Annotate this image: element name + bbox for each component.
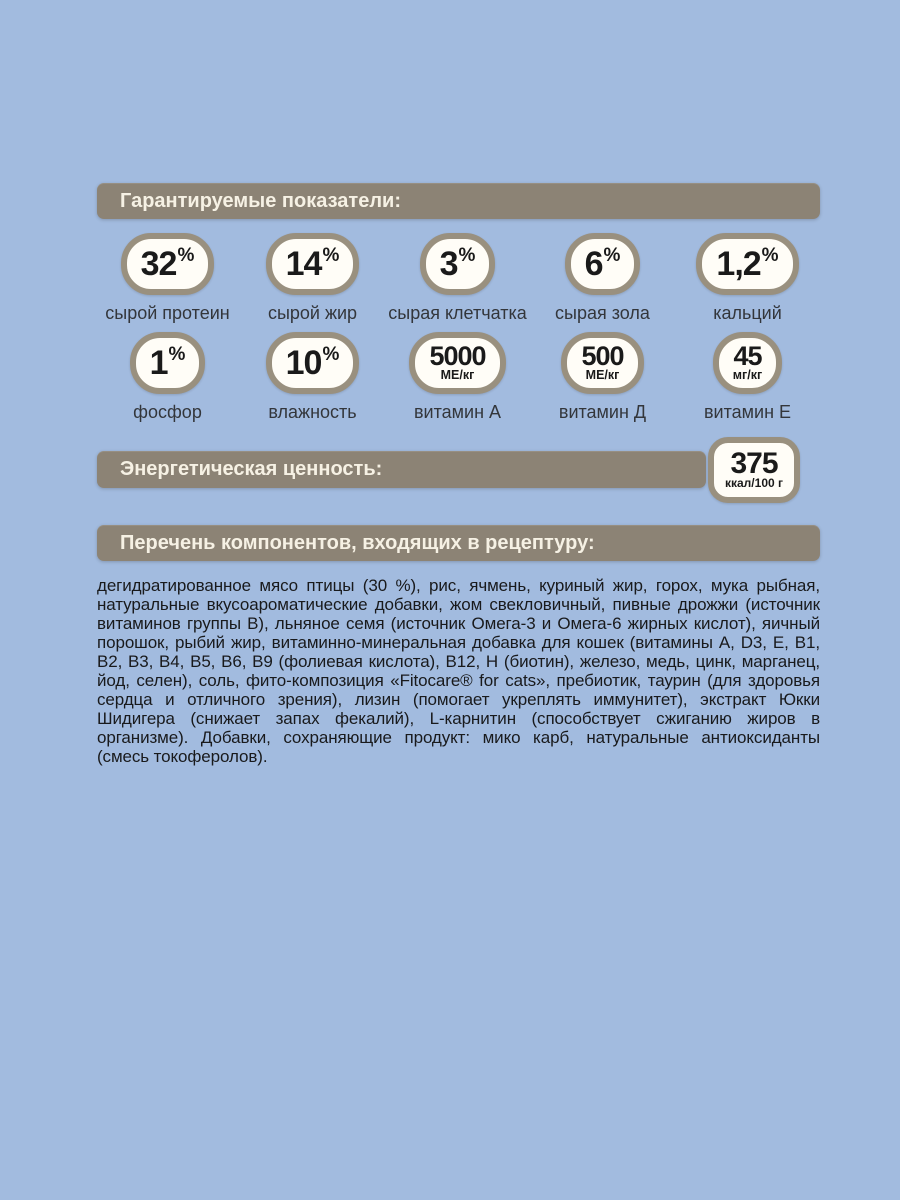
energy-value-header: Энергетическая ценность: bbox=[97, 451, 706, 488]
nutrient-value-badge bbox=[121, 233, 215, 295]
nutrient-badge-row-2 bbox=[95, 332, 820, 423]
components-list-header: Перечень компонентов, входящих в рецептуру: bbox=[97, 525, 820, 561]
nutrient-value: 45 bbox=[733, 341, 762, 371]
nutrient-value-badge bbox=[409, 332, 505, 394]
nutrient-unit: % bbox=[168, 343, 186, 365]
nutrient-cell bbox=[95, 332, 240, 423]
nutrient-value: 1 bbox=[149, 344, 168, 382]
nutrient-value-stack bbox=[429, 341, 486, 382]
nutrient-unit: мг/кг bbox=[732, 368, 763, 382]
nutrient-value-stack bbox=[732, 341, 763, 382]
nutrient-label: витамин А bbox=[413, 402, 502, 422]
nutrient-value: 3 bbox=[439, 245, 458, 283]
nutrient-cell bbox=[240, 332, 385, 423]
nutrient-value-badge bbox=[266, 332, 360, 394]
nutrient-cell bbox=[385, 332, 530, 423]
nutrient-value: 5000 bbox=[429, 341, 486, 371]
nutrient-cell bbox=[675, 233, 820, 324]
nutrient-value-badge bbox=[696, 233, 798, 295]
nutrient-unit: % bbox=[322, 244, 340, 266]
nutrient-value: 500 bbox=[581, 341, 624, 371]
nutrient-value: 1,2 bbox=[716, 245, 761, 283]
nutrient-value-badge bbox=[266, 233, 360, 295]
nutrient-label: витамин Е bbox=[703, 402, 792, 422]
nutrient-value-badge bbox=[420, 233, 496, 295]
nutrient-label: влажность bbox=[268, 402, 357, 422]
nutrient-label: сырой протеин bbox=[105, 303, 230, 323]
nutrient-unit: % bbox=[458, 244, 476, 266]
nutrient-label: фосфор bbox=[133, 402, 202, 422]
nutrient-cell bbox=[675, 332, 820, 423]
energy-value: 375 bbox=[730, 447, 778, 480]
nutrient-label: кальций bbox=[713, 303, 782, 323]
nutrient-label: витамин Д bbox=[558, 402, 647, 422]
nutrient-cell bbox=[385, 233, 530, 324]
nutrient-unit: % bbox=[177, 244, 195, 266]
nutrient-label: сырая зола bbox=[555, 303, 650, 323]
nutrient-label: сырая клетчатка bbox=[388, 303, 527, 323]
nutrient-value: 32 bbox=[140, 245, 177, 283]
nutrient-unit: МЕ/кг bbox=[585, 368, 620, 382]
nutrient-value: 6 bbox=[584, 245, 603, 283]
nutrient-cell bbox=[530, 233, 675, 324]
ingredients-text: дегидратированное мясо птицы (30 %), рис, ячмень, куриный жир, горох, мука рыбная, натуральные вкусоароматические добавки, жом свекловичный, пивные дрожжи (источник витаминов группы В), льняное семя (источник Омега-3 и Омега-6 жирных кислот), яичный порошок, рыбий жир, витаминно-минеральная добавка для кошек (витамины А, D3, Е, В1, В2, В3, В4, В5, В6, В9 (фолиевая кислота), В12, Н (биотин), железо, медь, цинк, марганец, йод, селен), соль, фито-композиция «Fitocare® for cats», пребиотик, таурин (для здоровья сердца и отличного зрения), лизин (помогает укреплять иммунитет), экстракт Юкки Шидигера (снижает запах фекалий), L-карнитин (способствует сжиганию жиров в организме). Добавки, сохраняющие продукт: мико карб, натуральные антиоксиданты (смесь токоферолов). bbox=[97, 576, 820, 766]
nutrient-value: 14 bbox=[285, 245, 322, 283]
nutrient-value-badge bbox=[561, 332, 643, 394]
nutrient-label: сырой жир bbox=[267, 303, 358, 323]
nutrient-value-stack bbox=[581, 341, 624, 382]
nutrient-badge-row-1 bbox=[95, 233, 820, 324]
nutrient-unit: МЕ/кг bbox=[440, 368, 475, 382]
nutrient-unit: % bbox=[603, 244, 621, 266]
energy-value-badge bbox=[708, 437, 800, 503]
nutrient-value-badge bbox=[713, 332, 782, 394]
nutrient-unit: % bbox=[761, 244, 779, 266]
guaranteed-values-header: Гарантируемые показатели: bbox=[97, 183, 820, 219]
nutrient-value: 10 bbox=[285, 344, 322, 382]
nutrient-cell bbox=[530, 332, 675, 423]
nutrient-value-badge bbox=[565, 233, 641, 295]
nutrient-value-badge bbox=[130, 332, 206, 394]
nutrient-cell bbox=[240, 233, 385, 324]
energy-unit: ккал/100 г bbox=[725, 476, 783, 490]
nutrient-unit: % bbox=[322, 343, 340, 365]
nutrient-cell bbox=[95, 233, 240, 324]
